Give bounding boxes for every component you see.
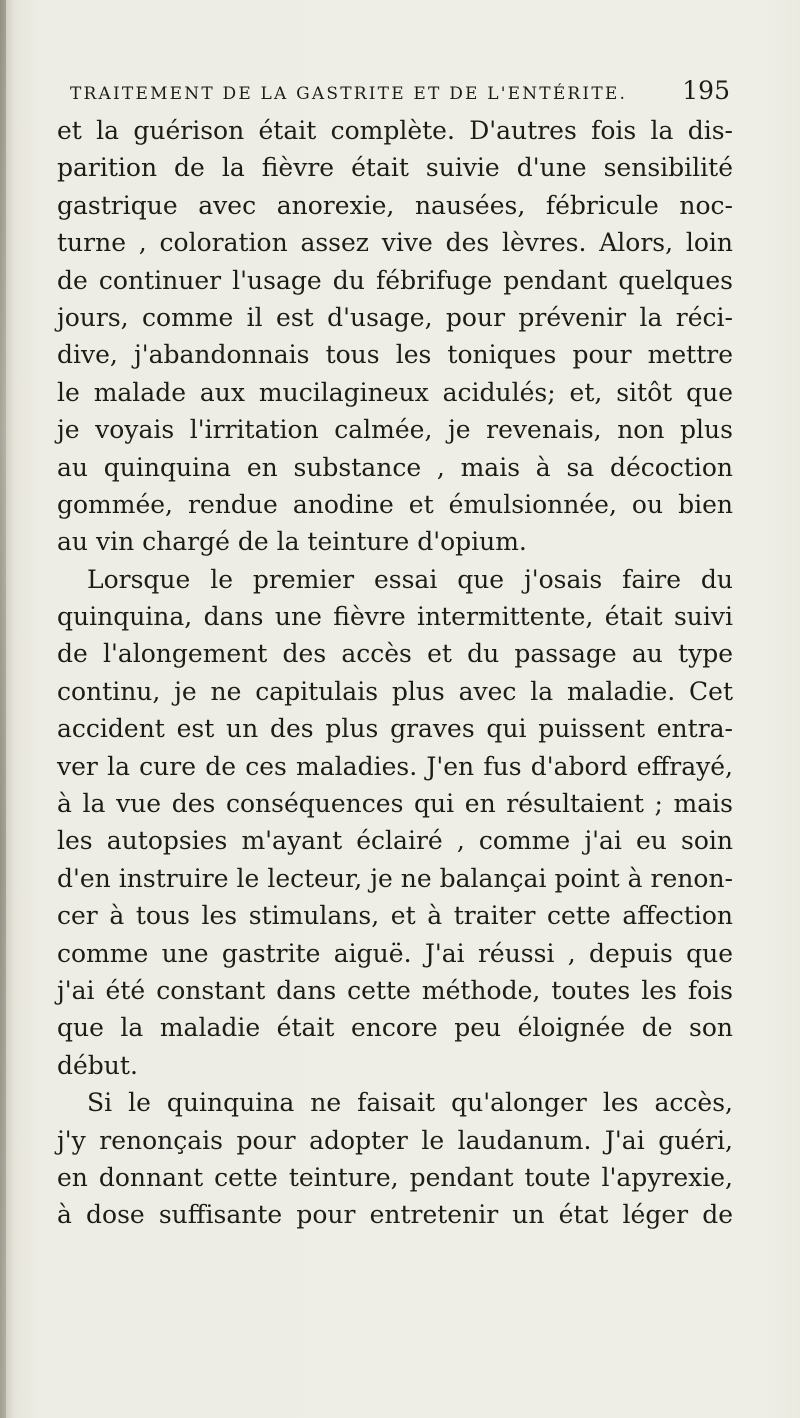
text-line: au quinquina en substance , mais à sa décoction	[57, 452, 733, 482]
paragraph-last-line: début.	[57, 1050, 138, 1080]
body-text	[57, 112, 733, 1234]
text-line: à dose suffisante pour entretenir un état léger de	[57, 1200, 733, 1230]
text-line: et la guérison était complète. D'autres fois la dis-	[57, 116, 733, 145]
text-line: d'en instruire le lecteur, je ne balançai point à renon-	[57, 863, 733, 893]
text-line: à la vue des conséquences qui en résultaient ; mais	[57, 789, 733, 819]
text-line: de continuer l'usage du fébrifuge pendant quelques	[57, 265, 733, 295]
text-line: ver la cure de ces maladies. J'en fus d'abord effrayé,	[57, 751, 733, 781]
paragraph-last-line: au vin chargé de la teinture d'opium.	[57, 527, 527, 557]
text-line: turne , coloration assez vive des lèvres. Alors, loin	[57, 228, 733, 258]
text-line: jours, comme il est d'usage, pour prévenir la réci-	[57, 302, 733, 332]
text-line: cer à tous les stimulans, et à traiter cette affection	[57, 901, 733, 931]
text-line: j'ai été constant dans cette méthode, toutes les fois	[57, 975, 733, 1005]
text-line: gommée, rendue anodine et émulsionnée, ou bien	[57, 489, 733, 519]
paragraph-first-line: Si le quinquina ne faisait qu'alonger les accès,	[87, 1088, 733, 1118]
text-line: en donnant cette teinture, pendant toute l'apyrexie,	[57, 1162, 733, 1192]
page-number: 195	[682, 76, 730, 105]
text-line: parition de la fièvre était suivie d'une sensibilité	[57, 153, 733, 183]
running-head	[70, 76, 730, 112]
text-line: quinquina, dans une fièvre intermittente, était suivi	[57, 602, 733, 632]
text-line: de l'alongement des accès et du passage au type	[57, 639, 733, 669]
text-line: comme une gastrite aiguë. J'ai réussi , depuis que	[57, 938, 733, 968]
text-line: accident est un des plus graves qui puissent entra-	[57, 714, 733, 744]
text-line: les autopsies m'ayant éclairé , comme j'ai eu soin	[57, 826, 733, 856]
running-title: TRAITEMENT DE LA GASTRITE ET DE L'ENTÉRITE.	[70, 84, 628, 104]
text-line: gastrique avec anorexie, nausées, fébricule noc-	[57, 190, 733, 220]
text-line: dive, j'abandonnais tous les toniques pour mettre	[57, 340, 733, 370]
text-line: le malade aux mucilagineux acidulés; et, sitôt que	[57, 377, 733, 407]
text-line: continu, je ne capitulais plus avec la maladie. Cet	[57, 676, 733, 706]
text-line: j'y renonçais pour adopter le laudanum. J'ai guéri,	[57, 1125, 733, 1155]
text-line: que la maladie était encore peu éloignée de son	[57, 1013, 733, 1043]
paragraph-first-line: Lorsque le premier essai que j'osais faire du	[87, 564, 733, 594]
binding-shadow	[0, 0, 6, 1418]
text-line: je voyais l'irritation calmée, je revenais, non plus	[57, 415, 733, 445]
